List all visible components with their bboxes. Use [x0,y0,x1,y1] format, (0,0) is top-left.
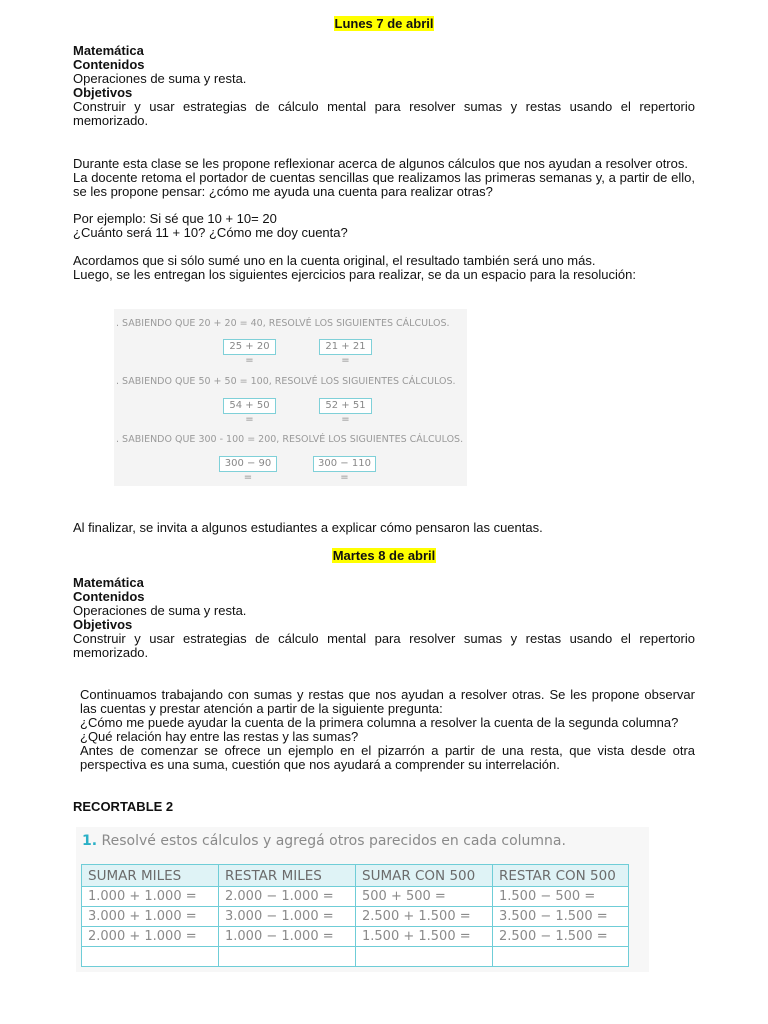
contenidos-label: Contenidos [73,589,145,604]
exercise-instruction: . SABIENDO QUE 50 + 50 = 100, RESOLVÉ LOS SIGUIENTES CÁLCULOS. [116,376,456,387]
lesson-body-2 [80,688,695,772]
paragraph: Antes de comenzar se ofrece un ejemplo en el pizarrón a partir de una resta, que vista desde otra perspectiva es una suma, cuestión que nos ayudará a comprender su interrelación. [80,743,695,772]
closing-text: Al finalizar, se invita a algunos estudiantes a explicar cómo pensaron las cuentas. [73,520,543,535]
table-cell [219,947,356,967]
table-row [82,947,629,967]
worksheet-instruction [82,833,566,849]
paragraph: ¿Qué relación hay entre las restas y las sumas? [80,729,359,744]
objetivos-label: Objetivos [73,85,133,100]
paragraph: Continuamos trabajando con sumas y restas que nos ayudan a resolver otras. Se les propone observar las cuentas y prestar atención a partir de la siguiente pregunta: [80,687,695,716]
subject-title: Matemática [73,43,144,58]
calc-box: 25 + 20 = [223,339,276,355]
exercise-instruction: . SABIENDO QUE 300 - 100 = 200, RESOLVÉ LOS SIGUIENTES CÁLCULOS. [116,434,464,445]
paragraph: Durante esta clase se les propone reflexionar acerca de algunos cálculos que nos ayudan a resolver otros. [73,156,688,171]
contenidos-text: Operaciones de suma y resta. [73,603,247,618]
table-cell: 2.000 − 1.000 = [219,887,356,907]
table-header-row [82,865,629,887]
paragraph: Luego, se les entregan los siguientes ejercicios para realizar, se da un espacio para la resolución: [73,267,636,282]
table-cell [493,947,629,967]
paragraph: Por ejemplo: Si sé que 10 + 10= 20 [73,211,277,226]
paragraph: ¿Cuánto será 11 + 10? ¿Cómo me doy cuenta? [73,225,348,240]
table-cell: 2.500 − 1.500 = [493,927,629,947]
objetivos-text: Construir y usar estrategias de cálculo mental para resolver sumas y restas usando el repertorio memorizado. [73,631,695,660]
lesson-header-1 [73,44,695,128]
subject-title: Matemática [73,575,144,590]
table-cell: 1.500 − 500 = [493,887,629,907]
date-heading-2 [73,548,695,563]
calc-box: 21 + 21 = [319,339,372,355]
column-header: RESTAR CON 500 [493,865,629,887]
date-highlight: Lunes 7 de abril [334,16,434,31]
calc-box: 300 − 90 = [219,456,277,472]
instruction-text: Resolvé estos cálculos y agregá otros parecidos en cada columna. [101,833,566,849]
table-row [82,887,629,907]
contenidos-label: Contenidos [73,57,145,72]
table-cell: 2.500 + 1.500 = [356,907,493,927]
calc-box: 54 + 50 = [223,398,276,414]
lesson-header-2 [73,576,695,660]
exercise-instruction: . SABIENDO QUE 20 + 20 = 40, RESOLVÉ LOS SIGUIENTES CÁLCULOS. [116,318,450,329]
recortable-title: RECORTABLE 2 [73,799,174,814]
column-header: SUMAR CON 500 [356,865,493,887]
lesson-body-1 [73,157,695,199]
exercise-image [114,309,467,486]
column-header: SUMAR MILES [82,865,219,887]
exercise-number: 1. [82,833,98,849]
table-cell: 1.000 + 1.000 = [82,887,219,907]
table-cell: 1.500 + 1.500 = [356,927,493,947]
table-cell: 3.000 − 1.000 = [219,907,356,927]
table-cell [82,947,219,967]
table-cell: 500 + 500 = [356,887,493,907]
objetivos-text: Construir y usar estrategias de cálculo mental para resolver sumas y restas usando el repertorio memorizado. [73,99,695,128]
paragraph: La docente retoma el portador de cuentas sencillas que realizamos las primeras semanas y, a partir de ello, se les propone pensar: ¿cómo me ayuda una cuenta para realizar otras? [73,170,695,199]
table-cell: 2.000 + 1.000 = [82,927,219,947]
date-heading-1 [73,16,695,31]
column-header: RESTAR MILES [219,865,356,887]
conclusion-block [73,254,695,282]
example-block [73,212,695,240]
table-cell: 3.000 + 1.000 = [82,907,219,927]
table-cell: 3.500 − 1.500 = [493,907,629,927]
paragraph: ¿Cómo me puede ayudar la cuenta de la primera columna a resolver la cuenta de la segunda columna? [80,715,679,730]
contenidos-text: Operaciones de suma y resta. [73,71,247,86]
table-row [82,907,629,927]
table-cell [356,947,493,967]
objetivos-label: Objetivos [73,617,133,632]
worksheet-table [81,864,629,967]
calc-box: 52 + 51 = [319,398,372,414]
paragraph: Acordamos que si sólo sumé uno en la cuenta original, el resultado también será uno más. [73,253,596,268]
table-cell: 1.000 − 1.000 = [219,927,356,947]
calc-box: 300 − 110 = [313,456,376,472]
table-row [82,927,629,947]
date-highlight: Martes 8 de abril [332,548,436,563]
